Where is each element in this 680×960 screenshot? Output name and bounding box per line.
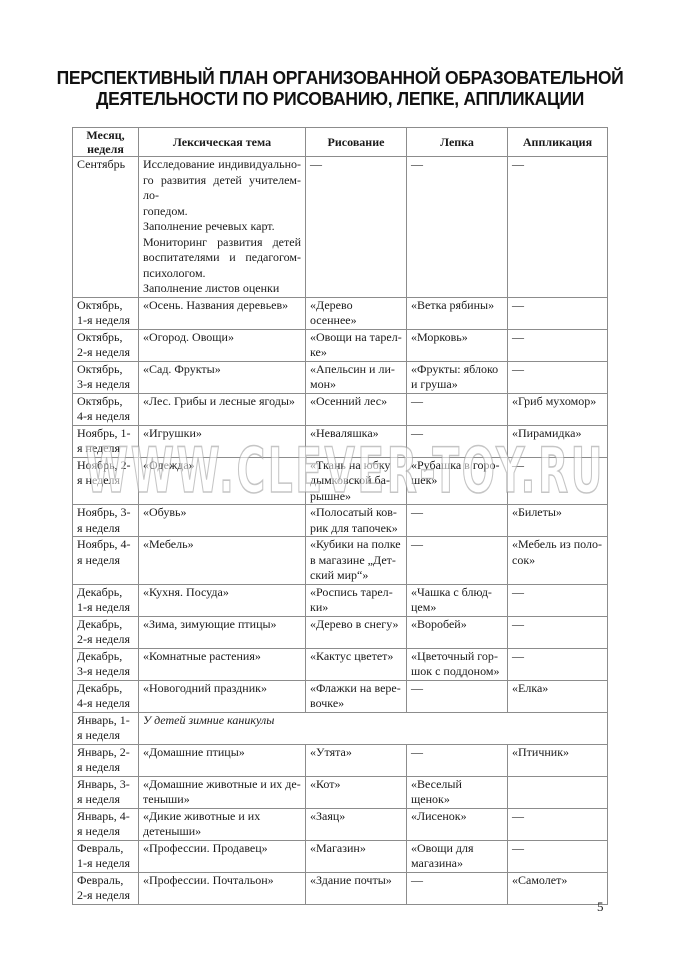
cell-month: Ноябрь, 1-я неделя [73, 425, 139, 457]
cell-drawing: «Неваляшка» [306, 425, 407, 457]
table-row [73, 361, 608, 393]
cell-month: Сентябрь [73, 157, 139, 298]
cell-applique: «Пирамидка» [508, 425, 608, 457]
cell-modeling: «Цветочный горшок с поддоном» [407, 648, 508, 680]
cell-modeling: — [407, 425, 508, 457]
theme-line: воспитателями и педагогом- [143, 250, 301, 264]
cell-drawing: «Овощи на тарелке» [306, 329, 407, 361]
table-row [73, 537, 608, 585]
table-row [73, 744, 608, 776]
cell-month: Декабрь, 3-я неделя [73, 648, 139, 680]
table-row [73, 776, 608, 808]
cell-theme: «Лес. Грибы и лесные ягоды» [139, 393, 306, 425]
cell-applique: «Елка» [508, 680, 608, 712]
cell-drawing: «Флажки на веревочке» [306, 680, 407, 712]
table-row [73, 808, 608, 840]
theme-line: Исследование индивидуально- [143, 157, 301, 171]
cell-drawing: «Здание почты» [306, 872, 407, 904]
watermark-text: WWW.CLEVER-TOY.RU [85, 436, 605, 506]
cell-drawing: «Кот» [306, 776, 407, 808]
cell-theme: «Профессии. Продавец» [139, 840, 306, 872]
header-modeling: Лепка [407, 128, 508, 157]
cell-applique: — [508, 840, 608, 872]
cell-applique: — [508, 157, 608, 298]
cell-modeling: — [407, 393, 508, 425]
cell-theme: «Огород. Овощи» [139, 329, 306, 361]
cell-applique: «Мебель из полосок» [508, 537, 608, 585]
theme-line: го развития детей учителем-ло- [143, 172, 301, 202]
cell-modeling: «Овощи для магазина» [407, 840, 508, 872]
cell-applique: — [508, 648, 608, 680]
cell-modeling: «Морковь» [407, 329, 508, 361]
cell-modeling: «Воробей» [407, 616, 508, 648]
cell-month: Февраль, 1-я неделя [73, 840, 139, 872]
cell-theme: «Домашние птицы» [139, 744, 306, 776]
cell-month: Декабрь, 2-я неделя [73, 616, 139, 648]
table-header-row [73, 128, 608, 157]
cell-month: Ноябрь, 2-я неделя [73, 457, 139, 505]
cell-theme: «Мебель» [139, 537, 306, 585]
cell-theme: «Одежда» [139, 457, 306, 505]
cell-theme: «Кухня. Посуда» [139, 584, 306, 616]
cell-applique [508, 776, 608, 808]
cell-month: Ноябрь, 3-я неделя [73, 505, 139, 537]
cell-month: Январь, 4-я неделя [73, 808, 139, 840]
cell-applique: — [508, 616, 608, 648]
cell-modeling: «Чашка с блюдцем» [407, 584, 508, 616]
table-row [73, 616, 608, 648]
cell-applique: «Самолет» [508, 872, 608, 904]
title-line-1: ПЕРСПЕКТИВНЫЙ ПЛАН ОРГАНИЗОВАННОЙ ОБРАЗОВАТЕЛЬНОЙ [56, 67, 624, 88]
cell-applique: — [508, 808, 608, 840]
cell-applique: — [508, 297, 608, 329]
cell-theme [139, 157, 306, 298]
table-row [73, 648, 608, 680]
cell-modeling: — [407, 157, 508, 298]
cell-applique: — [508, 584, 608, 616]
cell-applique: «Птичник» [508, 744, 608, 776]
cell-drawing: — [306, 157, 407, 298]
table-row-september [73, 157, 608, 298]
table-row [73, 329, 608, 361]
cell-theme: «Зима, зимующие птицы» [139, 616, 306, 648]
cell-drawing: «Апельсин и лимон» [306, 361, 407, 393]
cell-drawing: «Полосатый коврик для тапочек» [306, 505, 407, 537]
cell-applique: «Билеты» [508, 505, 608, 537]
cell-modeling: «Рубашка в горошек» [407, 457, 508, 505]
cell-month: Декабрь, 1-я неделя [73, 584, 139, 616]
cell-month: Октябрь, 2-я неделя [73, 329, 139, 361]
cell-theme: «Обувь» [139, 505, 306, 537]
cell-month: Январь, 3-я неделя [73, 776, 139, 808]
header-theme: Лексическая тема [139, 128, 306, 157]
cell-holiday-note: У детей зимние каникулы [139, 712, 608, 744]
cell-month: Декабрь, 4-я неделя [73, 680, 139, 712]
cell-drawing: «Заяц» [306, 808, 407, 840]
table-row-holiday [73, 712, 608, 744]
page-number: 5 [597, 899, 604, 914]
cell-drawing: «Осенний лес» [306, 393, 407, 425]
cell-drawing: «Дерево осеннее» [306, 297, 407, 329]
cell-modeling: — [407, 872, 508, 904]
cell-modeling: — [407, 505, 508, 537]
cell-applique: — [508, 457, 608, 505]
cell-modeling: — [407, 537, 508, 585]
table-row [73, 680, 608, 712]
header-applique: Аппликация [508, 128, 608, 157]
cell-month: Октябрь, 4-я неделя [73, 393, 139, 425]
cell-theme: «Осень. Названия деревьев» [139, 297, 306, 329]
plan-table [72, 127, 608, 905]
cell-month: Ноябрь, 4-я неделя [73, 537, 139, 585]
header-month: Месяц, неделя [73, 128, 139, 157]
cell-theme: «Новогодний праздник» [139, 680, 306, 712]
title-line-2: ДЕЯТЕЛЬНОСТИ ПО РИСОВАНИЮ, ЛЕПКЕ, АППЛИКАЦИИ [95, 88, 585, 109]
theme-line: психологом. [143, 265, 206, 280]
table-row [73, 584, 608, 616]
cell-month: Февраль, 2-я неделя [73, 872, 139, 904]
cell-drawing: «Дерево в снегу» [306, 616, 407, 648]
cell-modeling: «Лисенок» [407, 808, 508, 840]
cell-modeling: — [407, 744, 508, 776]
theme-line: Заполнение листов оценки [143, 281, 280, 295]
cell-month: Октябрь, 3-я неделя [73, 361, 139, 393]
theme-line: Мониторинг развития детей [143, 234, 301, 249]
cell-theme: «Сад. Фрукты» [139, 361, 306, 393]
cell-modeling: «Веселый щенок» [407, 776, 508, 808]
cell-drawing: «Роспись тарелки» [306, 584, 407, 616]
cell-applique: — [508, 329, 608, 361]
cell-drawing: «Кактус цветет» [306, 648, 407, 680]
table-row [73, 297, 608, 329]
table-row [73, 840, 608, 872]
table-row [73, 457, 608, 505]
cell-drawing: «Утята» [306, 744, 407, 776]
cell-theme: «Игрушки» [139, 425, 306, 457]
table-row [73, 425, 608, 457]
table-row [73, 505, 608, 537]
cell-modeling: — [407, 680, 508, 712]
cell-drawing: «Магазин» [306, 840, 407, 872]
cell-drawing: «Кубики на полке в магазине „Детский мир“» [306, 537, 407, 585]
cell-modeling: «Фрукты: яблоко и груша» [407, 361, 508, 393]
cell-theme: «Домашние животные и их детеныши» [139, 776, 306, 808]
cell-month: Январь, 1-я неделя [73, 712, 139, 744]
cell-month: Октябрь, 1-я неделя [73, 297, 139, 329]
cell-theme: «Дикие животные и их детеныши» [139, 808, 306, 840]
cell-applique: «Гриб мухомор» [508, 393, 608, 425]
cell-applique: — [508, 361, 608, 393]
theme-line: гопедом. [143, 203, 188, 218]
cell-drawing: «Ткань на юбку дымковской барышне» [306, 457, 407, 505]
table-row [73, 393, 608, 425]
theme-line: Заполнение речевых карт. [143, 219, 275, 233]
page-title [0, 67, 680, 109]
table-row [73, 872, 608, 904]
cell-month: Январь, 2-я неделя [73, 744, 139, 776]
cell-theme: «Комнатные растения» [139, 648, 306, 680]
cell-theme: «Профессии. Почтальон» [139, 872, 306, 904]
header-drawing: Рисование [306, 128, 407, 157]
cell-modeling: «Ветка рябины» [407, 297, 508, 329]
